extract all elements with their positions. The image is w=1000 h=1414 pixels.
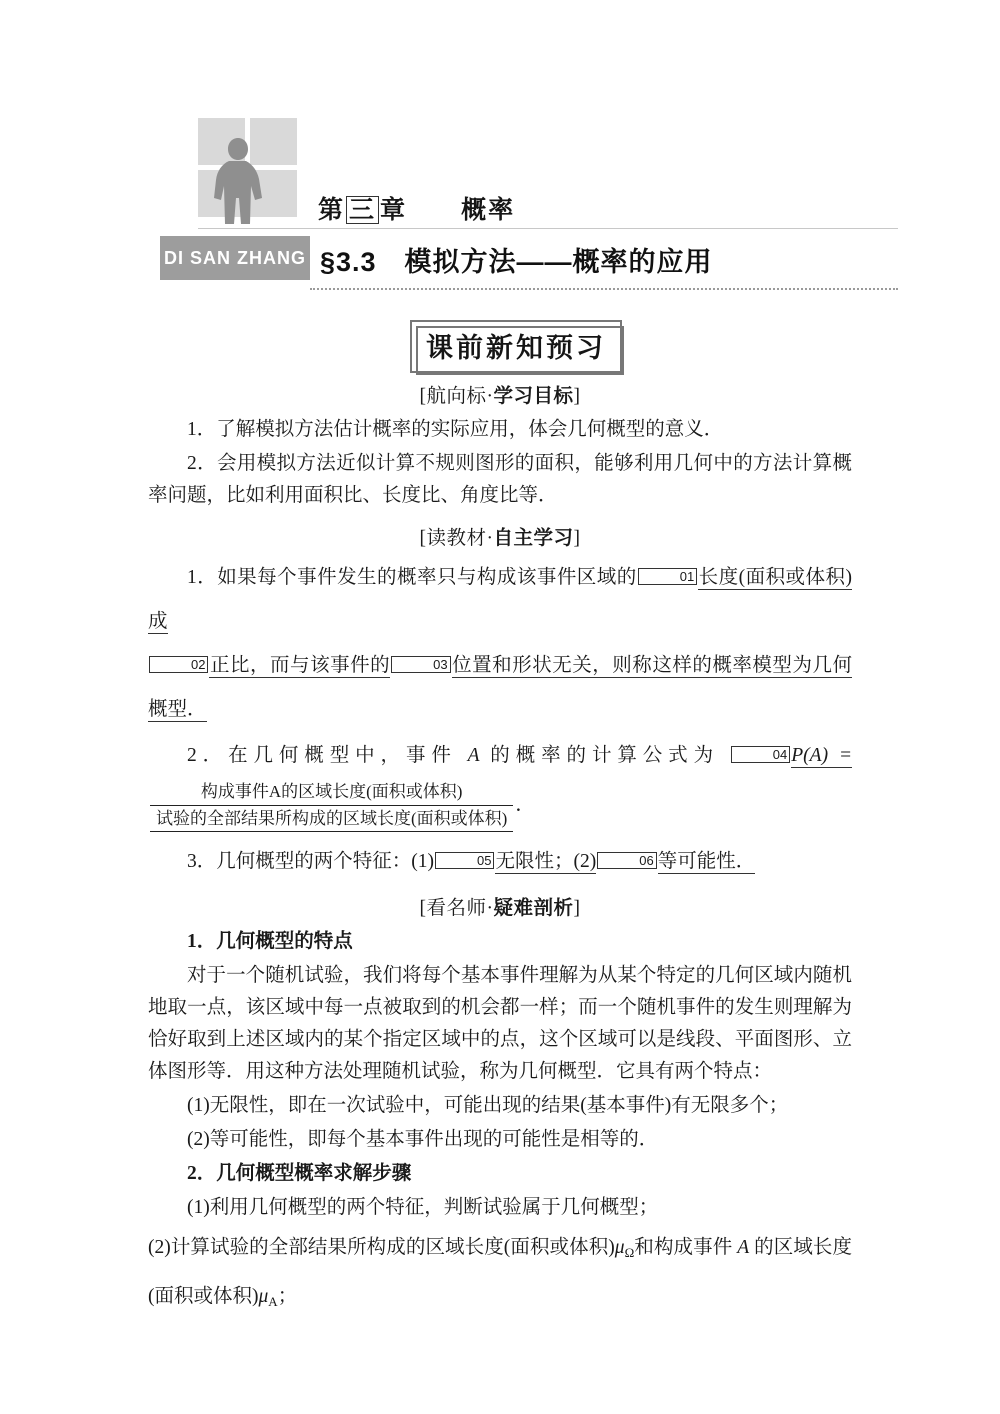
- blank-number-02: 02: [149, 656, 208, 673]
- step2-text-c: 的区域长度(面积或体积): [148, 1237, 853, 1307]
- knowledge-item-2-line1: [0, 734, 1000, 778]
- fraction-denominator: 试验的全部结果所构成的区域长度(面积或体积): [150, 806, 513, 832]
- read-head-strong: 自主学习: [493, 528, 574, 549]
- item3-text-c: 等可能性．: [657, 851, 756, 872]
- item1-text-a: 1．如果每个事件发生的概率只与构成该事件区域的: [187, 567, 637, 588]
- item3-text-b: 无限性；(2): [495, 851, 597, 872]
- chapter-number: 三: [346, 196, 379, 224]
- teacher-head-suffix: ]: [573, 898, 581, 919]
- blank-number-01: 01: [638, 568, 697, 585]
- read-head-prefix: [读教材·: [419, 528, 494, 549]
- goal-item-2: 2．会用模拟方法近似计算不规则图形的面积，能够利用几何中的方法计算概率问题，比如利用面积比、长度比、角度比等．: [148, 453, 852, 506]
- pinyin-band: DI SAN ZHANG: [160, 236, 310, 280]
- teacher-analysis-heading: [0, 892, 1000, 920]
- chapter-suffix: 章: [380, 196, 408, 224]
- blank-number-03: 03: [391, 656, 450, 673]
- fraction-numerator: 构成事件A的区域长度(面积或体积): [150, 780, 513, 806]
- step2-mu-omega: μ: [614, 1237, 625, 1258]
- step2-mu-a: μ: [258, 1286, 269, 1307]
- item2-text-b: 的概率的计算公式为: [490, 745, 719, 766]
- page-header: [0, 0, 1000, 300]
- analysis-1-body: 对于一个随机试验，我们将每个基本事件理解为从某个特定的几何区域内随机地取一点，该区域中每一点被取到的机会都一样；而一个随机事件的发生则理解为恰好取到上述区域内的某个指定区域中的点，这个区域可以是线段、平面图形、立体图形等．用这种方法处理随机试验，称为几何概型．它具有两个特点：: [148, 965, 852, 1082]
- analysis-1-point-1: (1)无限性，即在一次试验中，可能出现的结果(基本事件)有无限多个；: [187, 1095, 789, 1116]
- chapter-title: [318, 190, 515, 226]
- step2-text-b: 和构成事件: [634, 1237, 733, 1258]
- goal-item-1: 1．了解模拟方法估计概率的实际应用，体会几何概型的意义．: [187, 419, 724, 440]
- teacher-head-strong: 疑难剖析: [493, 898, 574, 919]
- goal-head-suffix: ]: [573, 386, 581, 407]
- blank-number-04: 04: [731, 746, 790, 763]
- item2-text-a: 2．在几何概型中，事件: [187, 745, 457, 766]
- step2-text-a: (2)计算试验的全部结果所构成的区域长度(面积或体积): [148, 1237, 615, 1258]
- item3-text-a: 3．几何概型的两个特征：(1): [187, 851, 434, 872]
- section-dotted-divider: [310, 288, 898, 290]
- chapter-topic: 概率: [461, 196, 516, 224]
- analysis-2-step-1: (1)利用几何概型的两个特征，判断试验属于几何概型；: [187, 1197, 659, 1218]
- step2-subscript-a: A: [268, 1294, 278, 1309]
- blank-number-06: 06: [597, 852, 656, 869]
- page-content: [0, 370, 1000, 1326]
- probability-fraction: [150, 780, 513, 832]
- analysis-1-title-text: 1．几何概型的特点: [187, 931, 353, 952]
- read-textbook-heading: [0, 522, 1000, 550]
- teacher-head-prefix: [看名师·: [419, 898, 494, 919]
- item1-text-c: 正比，而与该事件的: [209, 655, 391, 676]
- item1-text-b: 长度(面积或体积)成: [148, 567, 852, 632]
- analysis-2-title: [0, 1158, 1000, 1190]
- item2-formula-head: P(A) =: [791, 745, 853, 766]
- knowledge-item-3: [0, 846, 1000, 878]
- step2-subscript-omega: Ω: [624, 1245, 635, 1260]
- step2-text-d: ；: [277, 1286, 298, 1307]
- item1-text-d: 位置和形状无关，则称这样的概率模型为几何概型．: [148, 655, 852, 720]
- knowledge-item-1: [0, 556, 1000, 732]
- student-silhouette-icon: [208, 136, 270, 226]
- header-divider: [198, 228, 898, 229]
- analysis-1-title: [0, 926, 1000, 958]
- goal-head-prefix: [航向标·: [419, 386, 494, 407]
- learning-goal-heading: [0, 380, 1000, 408]
- analysis-1-point-2: (2)等可能性，即每个基本事件出现的可能性是相等的．: [187, 1129, 659, 1150]
- section-title: §3.3 模拟方法——概率的应用: [320, 247, 713, 277]
- read-head-suffix: ]: [573, 528, 581, 549]
- goal-head-strong: 学习目标: [493, 386, 574, 407]
- chapter-prefix: 第: [318, 196, 346, 224]
- preview-banner: 课前新知预习: [410, 320, 622, 373]
- knowledge-item-2-formula: [0, 780, 1000, 832]
- analysis-2-step-2: [0, 1226, 1000, 1324]
- analysis-2-title-text: 2．几何概型概率求解步骤: [187, 1163, 412, 1184]
- step2-variable-A: A: [737, 1237, 750, 1258]
- chapter-logo: [198, 118, 298, 218]
- blank-number-05: 05: [435, 852, 494, 869]
- item2-variable-A: A: [467, 745, 480, 766]
- item2-period: ．: [515, 794, 535, 816]
